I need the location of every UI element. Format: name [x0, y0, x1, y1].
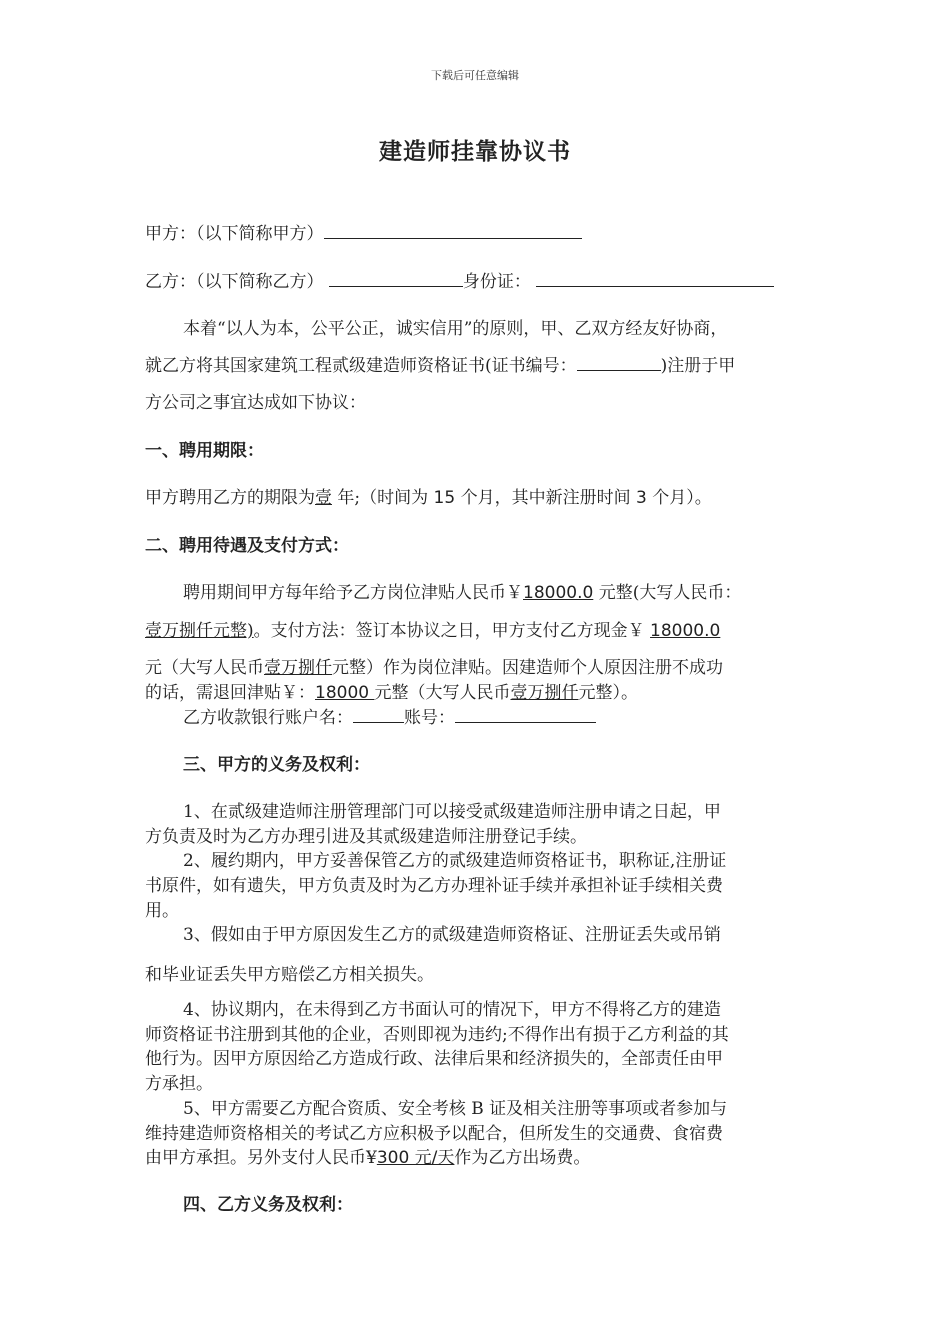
party-a-blank[interactable]: [324, 221, 582, 239]
cash-value: 18000.0: [650, 621, 721, 641]
cert-number-blank[interactable]: [577, 353, 661, 371]
section2-text-part: 聘用期间甲方每年给予乙方岗位津贴人民币￥: [183, 583, 523, 603]
refund-value: 18000: [315, 683, 375, 703]
intro-line-3: 方公司之事宜达成如下协议：: [145, 393, 366, 413]
bank-account-number-blank[interactable]: [455, 705, 596, 723]
allowance-words: 壹万捌仟元整): [145, 621, 254, 641]
section3-item4-line3: 他行为。因甲方原因给乙方造成行政、法律后果和经济损失的，全部责任由甲: [145, 1049, 723, 1069]
section1-text-part: 个月，其中新注册时间: [460, 488, 631, 508]
section3-item4-line1: 4、协议期内，在未得到乙方书面认可的情况下，甲方不得将乙方的建造: [183, 1000, 721, 1020]
party-b-name-blank[interactable]: [329, 269, 463, 287]
section2-text-part: 元整）。: [578, 683, 638, 703]
section1-heading: 一、聘用期限：: [145, 441, 264, 461]
intro-line-2: [145, 351, 735, 376]
header-note: 下载后可任意编辑: [431, 69, 519, 82]
months-total-value: 15: [433, 488, 456, 508]
party-b-id-blank[interactable]: [536, 269, 774, 287]
section2-text-part: 元（大写人民币: [145, 658, 264, 678]
refund-words: 壹万捌仟: [510, 683, 579, 703]
party-a-line: [145, 219, 582, 244]
section2-line-2: [145, 616, 720, 641]
allowance-value: 18000.0: [523, 583, 594, 603]
section3-text-part: 由甲方承担。另外支付人民币¥: [145, 1148, 377, 1168]
section2-text-part: 元整(大写人民币：: [593, 583, 742, 603]
section3-item5-line3: [145, 1143, 590, 1168]
section1-text: [145, 483, 712, 508]
party-b-label: 乙方：（以下简称乙方）: [145, 272, 324, 292]
section3-item5-line2: 维持建造师资格相关的考试乙方应积极予以配合，但所发生的交通费、食宿费: [145, 1124, 723, 1144]
section2-text-part: 元整（大写人民币: [374, 683, 511, 703]
section3-item4-line2: 师资格证书注册到其他的企业，否则即视为违约;不得作出有损于乙方利益的其: [145, 1025, 729, 1045]
intro-text: 就乙方将其国家建筑工程贰级建造师资格证书(证书编号：: [145, 356, 577, 376]
cash-words: 壹万捌仟: [264, 658, 332, 678]
appearance-fee-value: 300 元/天: [376, 1148, 455, 1168]
section3-item1-line1: 1、在贰级建造师注册管理部门可以接受贰级建造师注册申请之日起，甲: [183, 802, 721, 822]
section3-item2-line1: 2、履约期内，甲方妥善保管乙方的贰级建造师资格证书，职称证,注册证: [183, 851, 727, 871]
intro-text: )注册于甲: [660, 356, 736, 376]
term-years-value: 壹: [315, 488, 332, 508]
bank-account-name-blank[interactable]: [353, 705, 404, 723]
document-title: 建造师挂靠协议书: [379, 138, 571, 165]
section2-text-part: 元整）作为岗位津贴。因建造师个人原因注册不成功: [332, 658, 723, 678]
intro-line-1: 本着“以人为本，公平公正，诚实信用”的原则，甲、乙双方经友好协商，: [183, 319, 728, 339]
section3-item5-line1: 5、甲方需要乙方配合资质、安全考核 B 证及相关注册等事项或者参加与: [183, 1099, 728, 1119]
party-b-id-label: 身份证：: [462, 272, 531, 292]
section2-heading: 二、聘用待遇及支付方式：: [145, 536, 349, 556]
bank-account-number-label: 账号：: [404, 708, 455, 728]
section2-text-part: 的话，需退回津贴￥：: [145, 683, 315, 703]
party-a-label: 甲方：（以下简称甲方）: [145, 224, 324, 244]
bank-account-line: [183, 703, 596, 728]
section2-line-4: [145, 678, 638, 703]
section3-item4-line4: 方承担。: [145, 1074, 213, 1094]
section2-line-3: [145, 653, 723, 678]
section1-text-part: 甲方聘用乙方的期限为: [145, 488, 315, 508]
section2-line-1: [183, 578, 741, 603]
section3-item3-line2: 和毕业证丢失甲方赔偿乙方相关损失。: [145, 965, 434, 985]
section2-text-part: 。支付方法：签订本协议之日，甲方支付乙方现金￥: [253, 621, 651, 641]
section1-text-part: 年;（时间为: [332, 488, 429, 508]
section1-text-part: 个月）。: [652, 488, 712, 508]
section3-item2-line2: 书原件，如有遗失，甲方负责及时为乙方办理补证手续并承担补证手续相关费: [145, 876, 723, 896]
party-b-line: [145, 267, 774, 292]
section3-text-part: 作为乙方出场费。: [454, 1148, 591, 1168]
section3-item1-line2: 方负责及时为乙方办理引进及其贰级建造师注册登记手续。: [145, 827, 587, 847]
bank-account-name-label: 乙方收款银行账户名：: [183, 708, 353, 728]
section3-heading: 三、甲方的义务及权利：: [183, 755, 370, 775]
section3-item3-line1: 3、假如由于甲方原因发生乙方的贰级建造师资格证、注册证丢失或吊销: [183, 925, 721, 945]
months-new-value: 3: [636, 488, 647, 508]
section3-item2-line3: 用。: [145, 901, 179, 921]
section4-heading: 四、乙方义务及权利：: [183, 1195, 353, 1215]
